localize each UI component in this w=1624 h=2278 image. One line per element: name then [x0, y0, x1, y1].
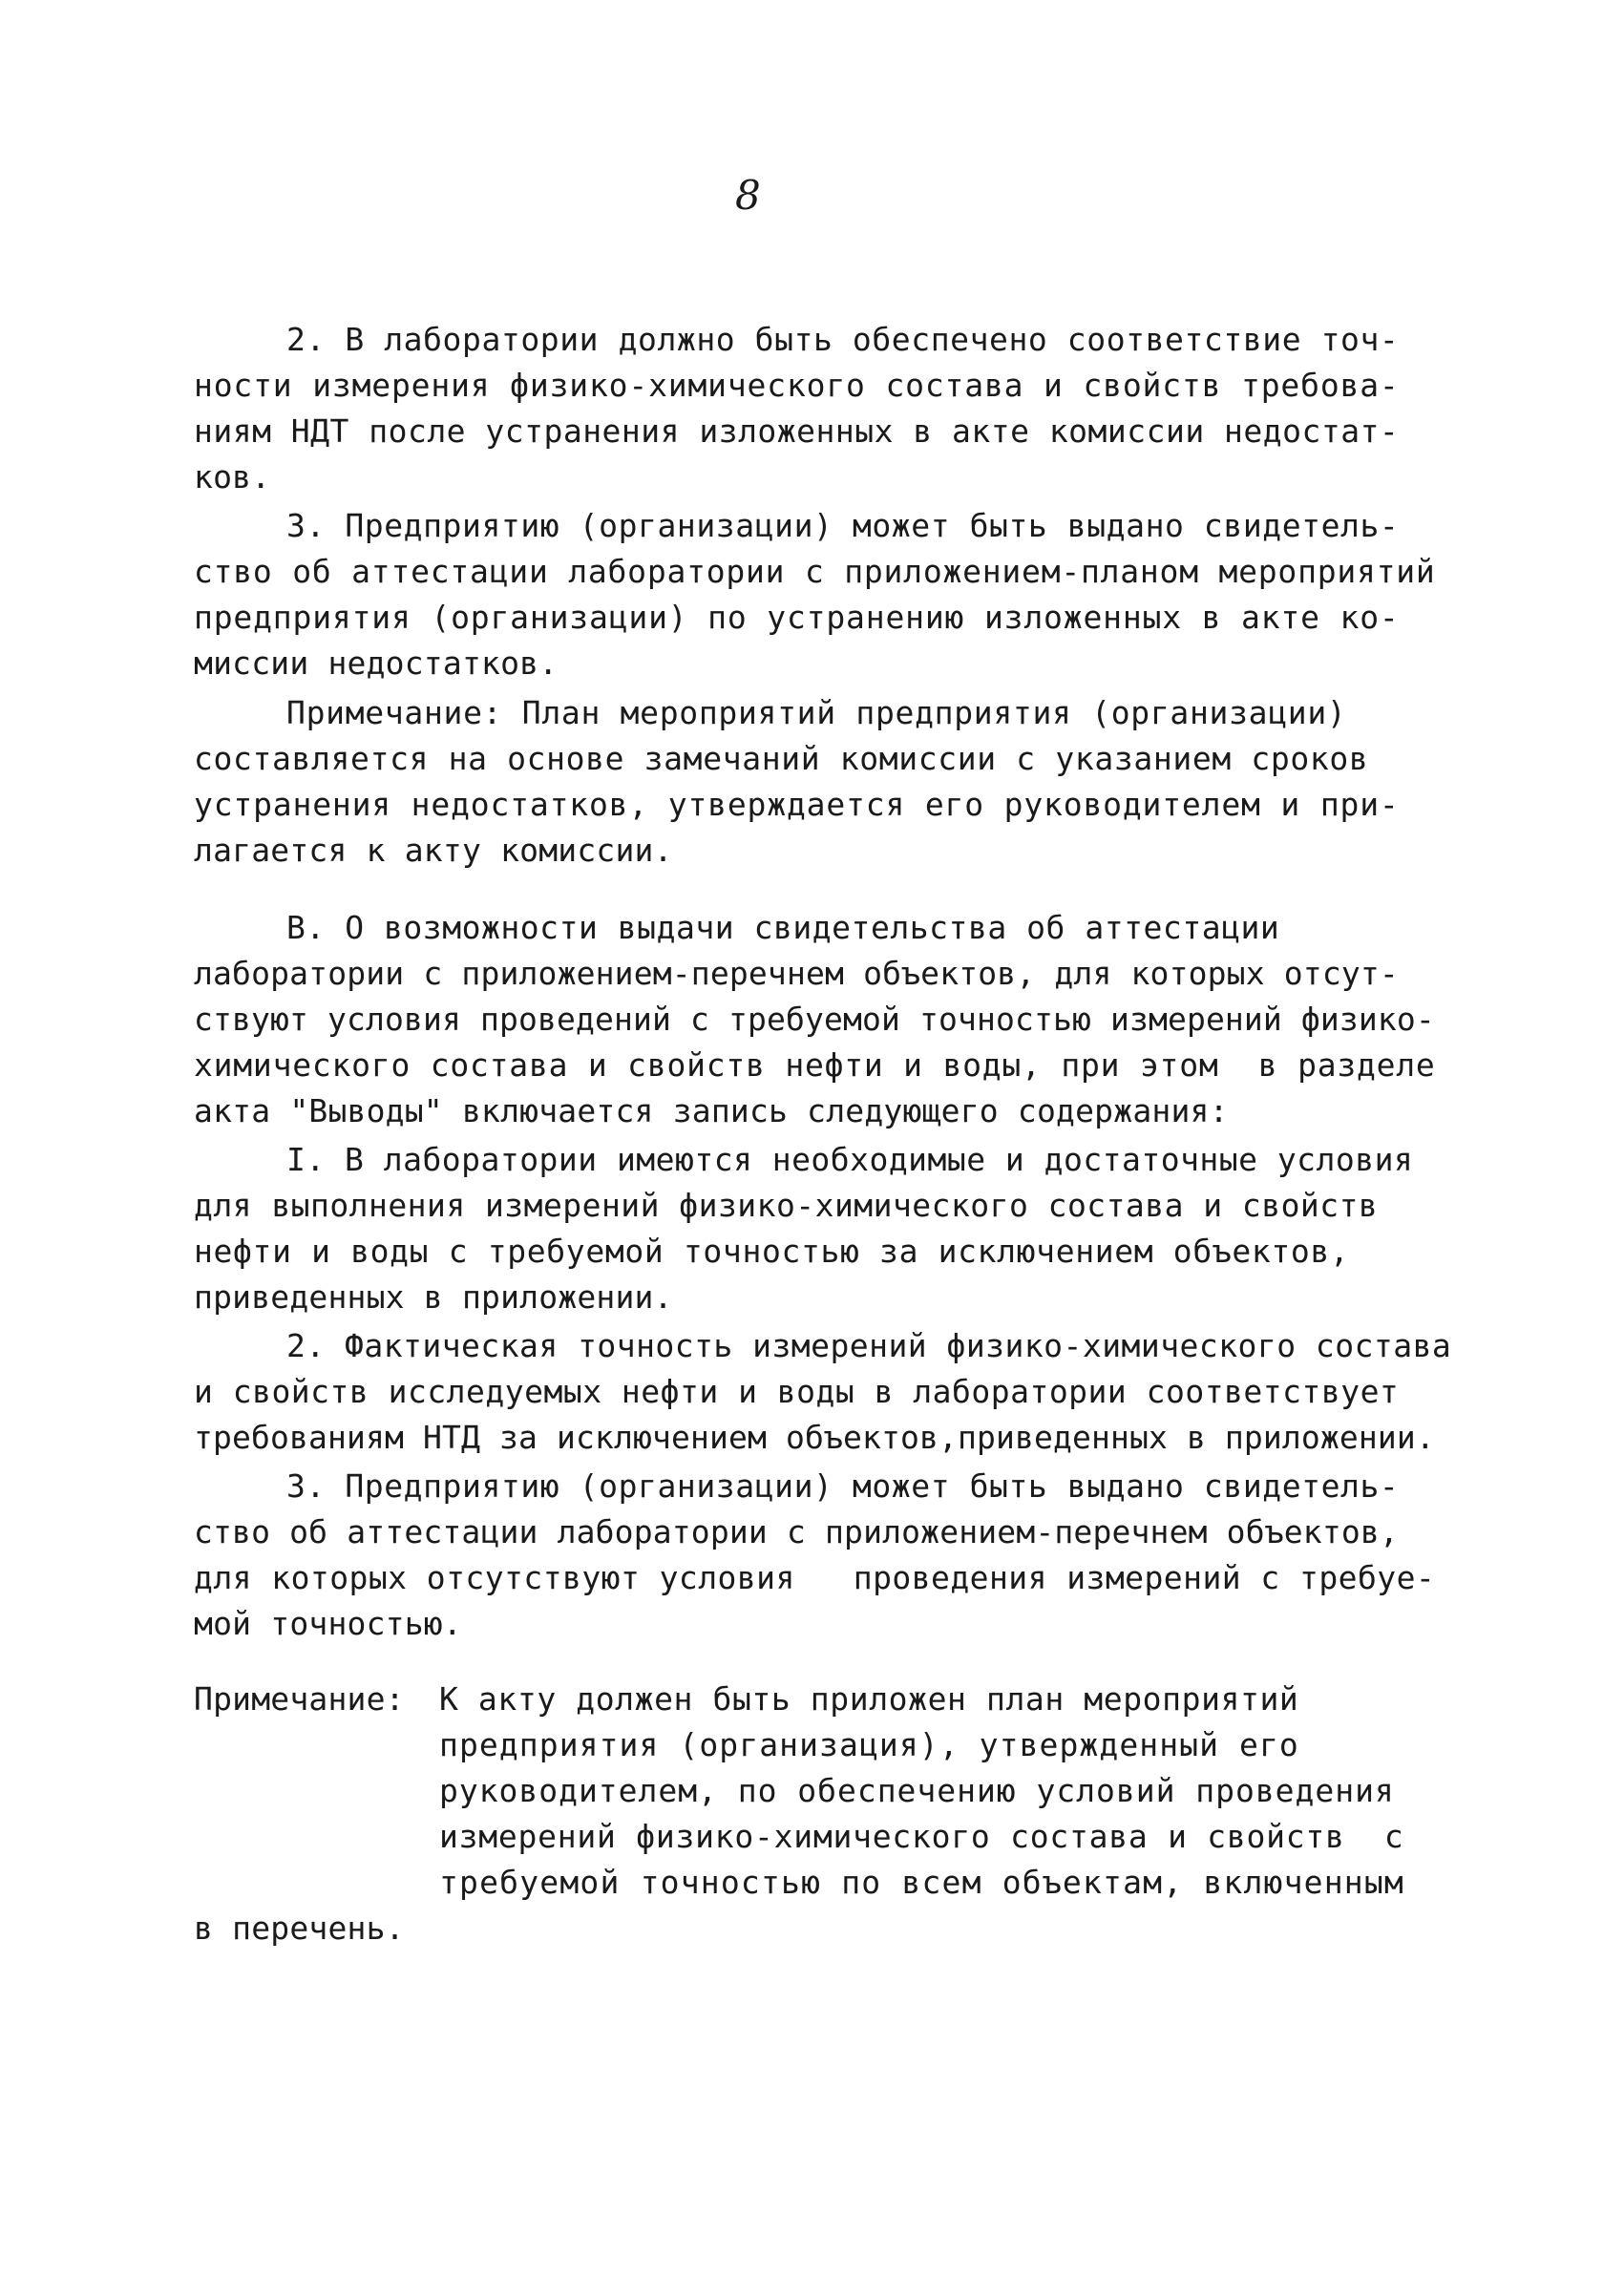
text-line: и свойств исследуемых нефти и воды в лаборатории соответствует — [194, 1373, 1400, 1410]
note-label: Примечание: — [194, 1680, 405, 1718]
text-line: ниям НДТ после устранения изложенных в акте комиссии недостат- — [194, 412, 1400, 450]
text-line: требованиям НТД за исключением объектов,приведенных в приложении. — [194, 1419, 1435, 1456]
text-line: ности измерения физико-химического состава и свойств требова- — [194, 367, 1400, 404]
text-line: нефти и воды с требуемой точностью за исключением объектов, — [194, 1233, 1350, 1270]
text-line: Примечание: План мероприятий предприятия (организации) — [286, 694, 1347, 731]
text-line: В. О возможности выдачи свидетельства об аттестации — [286, 909, 1280, 946]
text-line: для выполнения измерений физико-химического состава и свойств — [194, 1187, 1379, 1224]
note-line: руководителем, по обеспечению условий проведения — [439, 1772, 1395, 1809]
text-line: 3. Предприятию (организации) может быть выдано свидетель- — [286, 507, 1400, 544]
text-line: в перечень. — [194, 1909, 405, 1947]
text-line: 2. В лаборатории должно быть обеспечено соответствие точ- — [286, 321, 1400, 358]
text-line: ков. — [194, 458, 271, 496]
text-line: ствуют условия проведений с требуемой точностью измерений физико- — [194, 1001, 1435, 1038]
note-line: измерений физико-химического состава и свойств с — [439, 1818, 1404, 1855]
note-line: требуемой точностью по всем объектам, включенным — [439, 1864, 1404, 1901]
text-line: лагается к акту комиссии. — [194, 832, 673, 869]
page-number: 8 — [735, 172, 761, 219]
text-line: мой точностью. — [194, 1605, 462, 1642]
text-line: лаборатории с приложением-перечнем объектов, для которых отсут- — [194, 955, 1399, 992]
text-line: I. В лаборатории имеются необходимые и достаточные условия — [286, 1141, 1414, 1178]
text-line: приведенных в приложении. — [194, 1278, 673, 1316]
text-line: ство об аттестации лаборатории с приложением-планом мероприятий — [194, 553, 1436, 590]
text-line: ство об аттестации лаборатории с приложением-перечнем объектов, — [194, 1513, 1399, 1550]
text-line: предприятия (организации) по устранению изложенных в акте ко- — [194, 599, 1400, 636]
text-line: химического состава и свойств нефти и воды, при этом в разделе — [194, 1046, 1436, 1084]
text-line: для которых отсутствуют условия проведения измерений с требуе- — [194, 1559, 1436, 1596]
text-line: миссии недостатков. — [194, 644, 559, 682]
note-line: предприятия (организация), утвержденный его — [439, 1726, 1299, 1763]
note-line: К акту должен быть приложен план мероприятий — [439, 1680, 1299, 1718]
text-line: акта "Выводы" включается запись следующего содержания: — [194, 1092, 1229, 1129]
text-line: составляется на основе замечаний комиссии с указанием сроков — [194, 740, 1369, 777]
text-line: 3. Предприятию (организации) может быть выдано свидетель- — [286, 1467, 1400, 1505]
text-line: устранения недостатков, утверждается его руководителем и при- — [194, 786, 1400, 823]
text-line: 2. Фактическая точность измерений физико-химического состава — [286, 1327, 1452, 1364]
